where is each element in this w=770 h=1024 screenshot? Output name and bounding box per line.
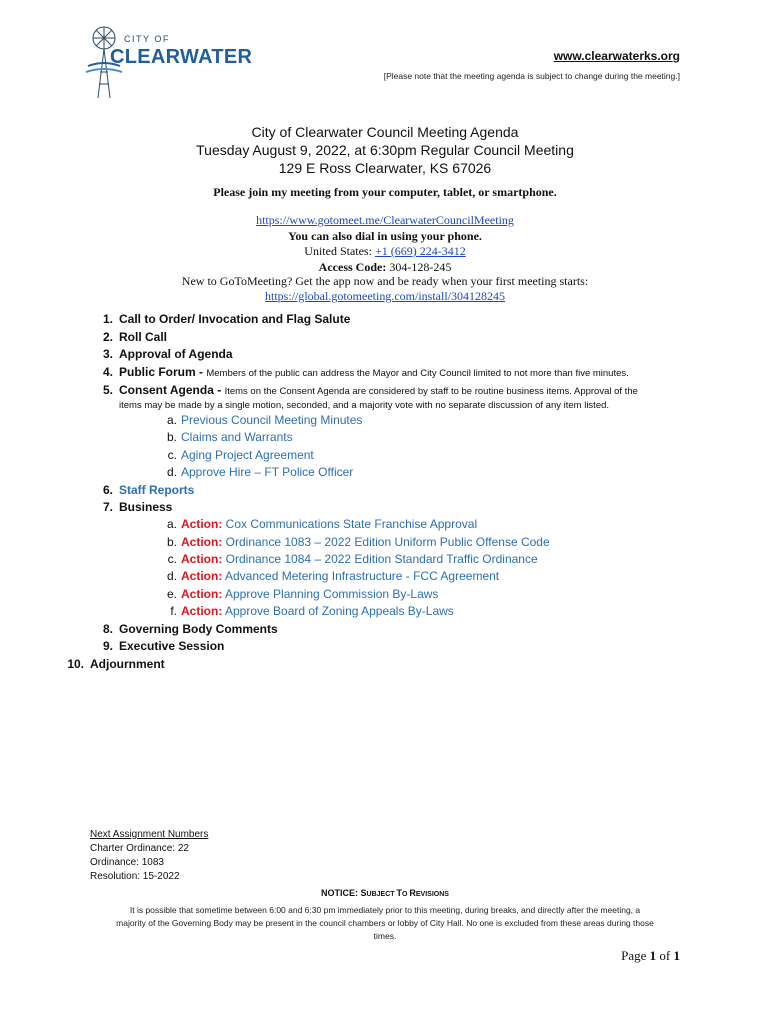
resolution-number: Resolution: 15-2022: [90, 871, 180, 882]
item-number: 8.: [102, 622, 113, 636]
notice-part: NOTICE: S: [321, 888, 367, 898]
notice-text-line: majority of the Governing Body may be present in the council chambers or lobby of City Hall. No one is excluded from these areas during those: [116, 918, 654, 928]
item-label: Executive Session: [119, 639, 225, 653]
us-phone-line: [0, 244, 770, 259]
item-number: 10.: [67, 657, 84, 671]
action-label: Action:: [181, 569, 223, 583]
action-label: Action:: [181, 535, 223, 549]
page-current: 1: [649, 948, 657, 963]
page-number: [621, 948, 680, 964]
notice-part: O: [402, 891, 410, 898]
item-label: Public Forum -: [119, 365, 207, 379]
logo-name: CLEARWATER: [110, 46, 253, 68]
item-letter: d.: [166, 569, 177, 583]
business-item-link[interactable]: Advanced Metering Infrastructure - FCC Agreement: [222, 569, 500, 583]
item-number: 6.: [102, 483, 113, 497]
website-link[interactable]: www.clearwaterks.org: [553, 49, 680, 63]
item-number: 2.: [102, 330, 113, 344]
consent-item-link[interactable]: Previous Council Meeting Minutes: [181, 413, 363, 427]
charter-ordinance: Charter Ordinance: 22: [90, 843, 189, 854]
install-link[interactable]: https://global.gotomeeting.com/install/304128245: [265, 289, 505, 303]
item-letter: c.: [167, 552, 177, 566]
ordinance-number: Ordinance: 1083: [90, 857, 164, 868]
item-label: Consent Agenda -: [119, 383, 225, 397]
item-number: 9.: [102, 639, 113, 653]
join-instructions: Please join my meeting from your computer, tablet, or smartphone.: [213, 185, 557, 199]
item-number: 3.: [102, 347, 113, 361]
dial-in-heading: You can also dial in using your phone.: [288, 229, 482, 243]
notice-text-line: It is possible that sometime between 6:00 and 6:30 pm immediately prior to this meeting, during breaks, and directly after the meeting, a: [129, 905, 641, 915]
item-number: 5.: [102, 383, 113, 397]
business-item-link[interactable]: Approve Board of Zoning Appeals By-Laws: [222, 604, 454, 618]
us-label: United States:: [304, 244, 375, 258]
item-letter: a.: [166, 517, 177, 531]
business-item-link[interactable]: Approve Planning Commission By-Laws: [222, 587, 439, 601]
notice-part: R: [409, 888, 416, 898]
access-code-value: 304-128-245: [386, 260, 452, 274]
page-total: 1: [673, 948, 680, 963]
next-assignment-heading: Next Assignment Numbers: [90, 829, 209, 840]
access-code-line: [0, 260, 770, 275]
page-of: of: [656, 948, 674, 963]
item-label: Call to Order/ Invocation and Flag Salute: [119, 312, 351, 326]
staff-reports-link[interactable]: Staff Reports: [119, 483, 195, 497]
item-letter: f.: [170, 604, 177, 618]
consent-item-link[interactable]: Claims and Warrants: [181, 430, 293, 444]
notice-text-line: times.: [373, 931, 397, 941]
notice-heading: [0, 888, 770, 898]
gotomeeting-link[interactable]: https://www.gotomeet.me/ClearwaterCouncilMeeting: [256, 213, 514, 227]
consent-item-link[interactable]: Aging Project Agreement: [181, 448, 314, 462]
item-letter: b.: [166, 430, 177, 444]
page-label: Page: [621, 948, 650, 963]
action-label: Action:: [181, 604, 223, 618]
business-item-link[interactable]: Ordinance 1084 – 2022 Edition Standard Traffic Ordinance: [222, 552, 538, 566]
notice-part: T: [396, 888, 402, 898]
item-label: Governing Body Comments: [119, 622, 278, 636]
notice-part: EVISIONS: [415, 891, 449, 898]
business-item-link[interactable]: Cox Communications State Franchise Approval: [222, 517, 478, 531]
item-number: 7.: [102, 500, 113, 514]
new-to-gotomeeting: New to GoToMeeting? Get the app now and be ready when your first meeting starts:: [181, 274, 589, 288]
logo-city-of: CITY OF: [124, 34, 170, 44]
item-number: 1.: [102, 312, 113, 326]
item-letter: e.: [166, 587, 177, 601]
page-title: City of Clearwater Council Meeting Agenda: [251, 124, 519, 140]
notice-part: UBJECT: [366, 891, 397, 898]
item-number: 4.: [102, 365, 113, 379]
public-forum-note: Members of the public can address the Mayor and City Council limited to not more than five minutes.: [206, 368, 629, 379]
business-item-link[interactable]: Ordinance 1083 – 2022 Edition Uniform Public Offense Code: [222, 535, 550, 549]
city-logo: [84, 22, 253, 102]
action-label: Action:: [181, 587, 223, 601]
item-letter: d.: [166, 465, 177, 479]
action-label: Action:: [181, 517, 223, 531]
consent-note: Items on the Consent Agenda are considered by staff to be routine business items. Approval of the: [224, 386, 638, 397]
consent-item-link[interactable]: Approve Hire – FT Police Officer: [181, 465, 354, 479]
item-label: Approval of Agenda: [119, 347, 233, 361]
item-label: Adjournment: [90, 657, 165, 671]
item-label: Roll Call: [119, 330, 168, 344]
item-letter: b.: [166, 535, 177, 549]
us-phone-link[interactable]: +1 (669) 224-3412: [374, 244, 466, 258]
agenda-change-notice: [Please note that the meeting agenda is subject to change during the meeting.]: [383, 71, 680, 81]
meeting-date: Tuesday August 9, 2022, at 6:30pm Regular Council Meeting: [196, 142, 574, 158]
item-letter: c.: [167, 448, 177, 462]
action-label: Action:: [181, 552, 223, 566]
item-letter: a.: [166, 413, 177, 427]
meeting-address: 129 E Ross Clearwater, KS 67026: [278, 160, 492, 176]
access-code-label: Access Code:: [318, 260, 387, 274]
item-label: Business: [119, 500, 173, 514]
consent-note-continued: items may be made by a single motion, seconded, and a majority vote with no separate discussion of any item listed.: [119, 400, 610, 411]
